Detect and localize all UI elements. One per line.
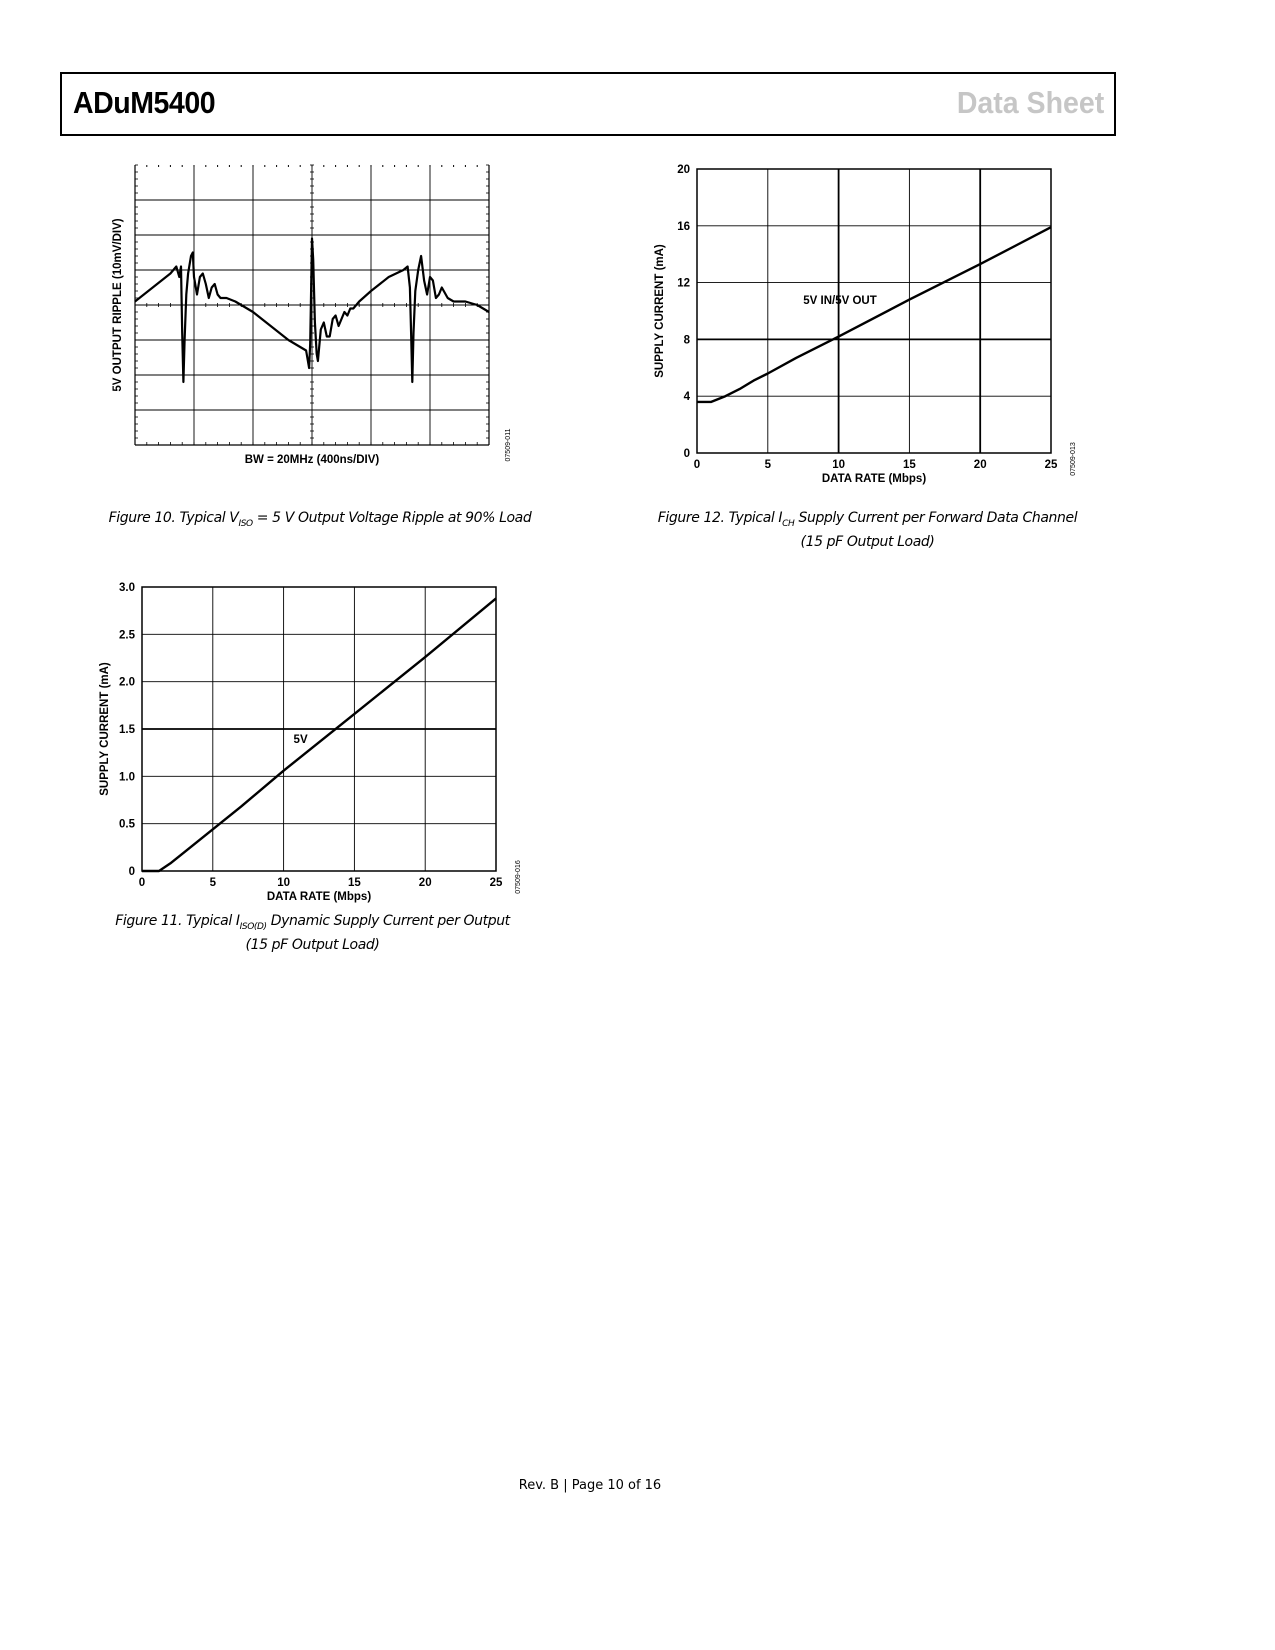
x-tick-label: 15 — [348, 877, 361, 889]
y-tick-label: 1.5 — [119, 724, 135, 736]
caption-subscript: ISO(D) — [239, 921, 267, 932]
y-tick-label: 4 — [683, 391, 690, 404]
page-footer: Rev. B | Page 10 of 16 — [518, 1478, 662, 1493]
document-type: Data Sheet — [956, 85, 1104, 120]
x-tick-label: 0 — [693, 459, 701, 471]
series-annotation: 5V IN/5V OUT — [803, 294, 877, 307]
y-tick-label: 8 — [683, 334, 690, 347]
caption-text: Figure 11. Typical I — [115, 913, 240, 929]
caption-line-2: (15 pF Output Load) — [800, 533, 935, 550]
y-axis-label: SUPPLY CURRENT (mA) — [654, 244, 666, 378]
series-line — [142, 598, 496, 871]
x-axis-label: DATA RATE (Mbps) — [266, 891, 372, 903]
figure-12-chart — [640, 150, 1090, 495]
part-number: ADuM5400 — [73, 85, 216, 120]
caption-text: Figure 10. Typical V — [108, 510, 239, 526]
y-tick-label: 3.0 — [119, 582, 135, 594]
y-tick-label: 0 — [683, 448, 690, 460]
caption-text: Figure 12. Typical I — [657, 510, 783, 526]
x-axis-label: BW = 20MHz (400ns/DIV) — [244, 454, 380, 466]
caption-subscript: CH — [782, 518, 795, 529]
x-tick-label: 5 — [764, 459, 772, 471]
caption-text: Dynamic Supply Current per Output — [266, 913, 510, 929]
plot-frame — [697, 169, 1051, 453]
x-tick-label: 5 — [209, 877, 217, 889]
series-line — [697, 227, 1051, 402]
figure-10-caption — [60, 509, 580, 533]
caption-subscript: ISO — [238, 518, 253, 529]
y-axis-label: 5V OUTPUT RIPPLE (10mV/DIV) — [112, 218, 124, 392]
x-tick-label: 25 — [1044, 459, 1058, 471]
y-tick-label: 0 — [128, 866, 135, 878]
x-tick-label: 0 — [138, 877, 146, 889]
caption-text: = 5 V Output Voltage Ripple at 90% Load — [252, 510, 532, 526]
y-tick-label: 16 — [677, 220, 690, 233]
x-tick-label: 20 — [418, 877, 432, 889]
caption-text: Supply Current per Forward Data Channel — [794, 510, 1078, 526]
x-axis-label: DATA RATE (Mbps) — [821, 473, 927, 485]
figure-11-caption — [70, 912, 555, 954]
series-annotation: 5V — [293, 734, 308, 747]
x-tick-label: 25 — [489, 877, 503, 889]
figure-code: 07509-013 — [1070, 442, 1077, 476]
y-tick-label: 20 — [677, 164, 690, 176]
y-tick-label: 0.5 — [119, 818, 135, 831]
figure-code: 07509-011 — [505, 428, 512, 462]
caption-line-2: (15 pF Output Load) — [245, 936, 380, 953]
y-tick-label: 1.0 — [119, 771, 135, 784]
figure-12-caption — [625, 509, 1110, 551]
figure-11-chart — [88, 570, 538, 910]
x-tick-label: 15 — [903, 459, 916, 471]
y-axis-label: SUPPLY CURRENT (mA) — [99, 662, 111, 796]
y-tick-label: 2.5 — [119, 629, 135, 642]
x-tick-label: 10 — [832, 459, 845, 471]
figure-10-chart — [100, 150, 530, 480]
y-tick-label: 12 — [677, 277, 690, 290]
x-tick-label: 10 — [277, 877, 290, 889]
figure-code: 07509-016 — [515, 860, 522, 894]
x-tick-label: 20 — [973, 459, 987, 471]
y-tick-label: 2.0 — [119, 676, 135, 689]
page-header — [60, 72, 1116, 136]
